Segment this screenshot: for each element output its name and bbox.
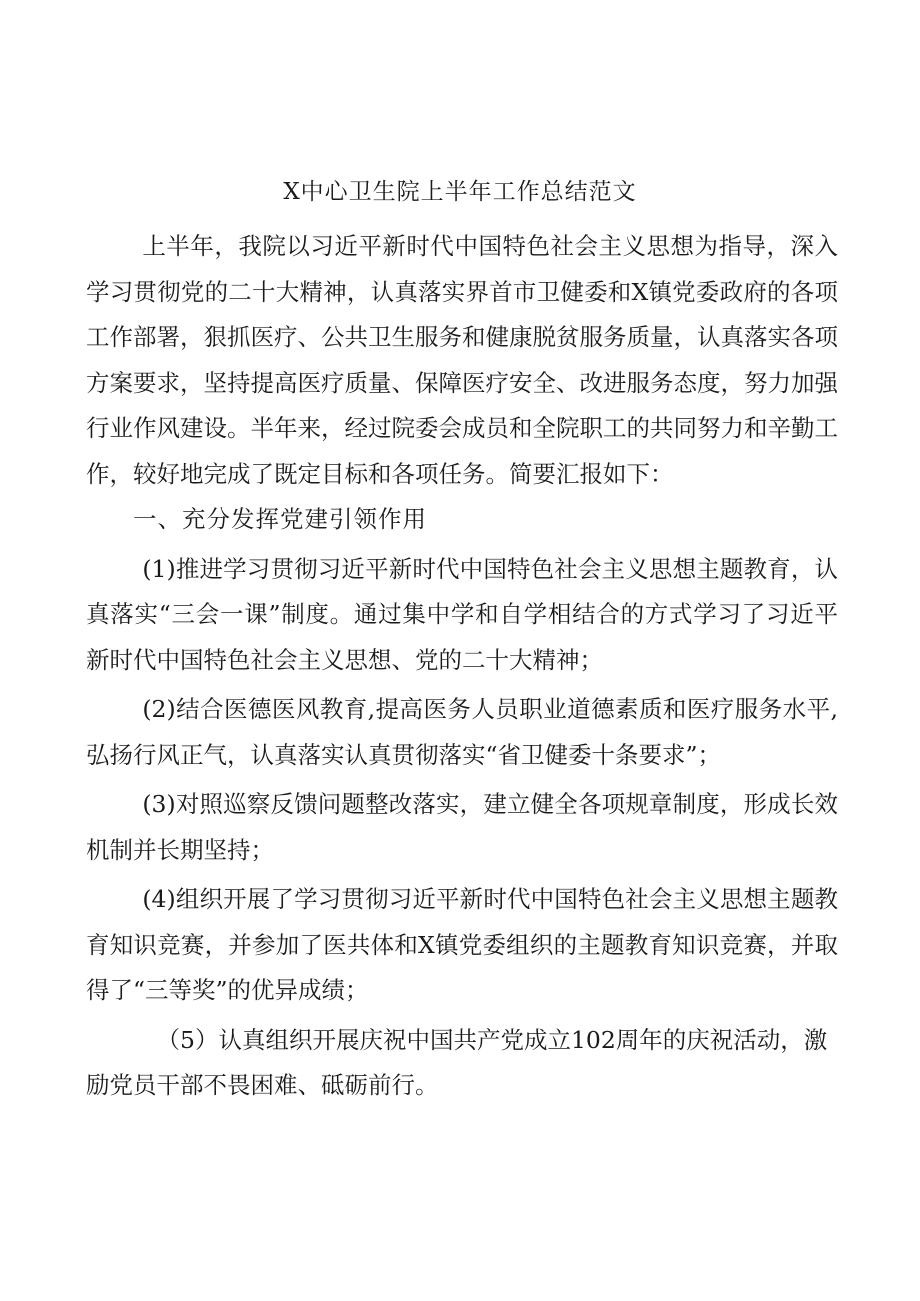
section-heading-1: 一、充分发挥党建引领作用 [133, 505, 427, 533]
list-item-4: (4)组织开展了学习贯彻习近平新时代中国特色社会主义思想主题教育知识竞赛，并参加了医共体和X镇党委组织的主题教育知识竞赛，并取得了“三等奖”的优异成绩； [86, 885, 838, 1004]
document-title: X中心卫生院上半年工作总结范文 [283, 179, 637, 205]
list-item-3: (3)对照巡察反馈问题整改落实，建立健全各项规章制度，形成长效机制并长期坚持； [86, 790, 838, 864]
list-item-5: （5）认真组织开展庆祝中国共产党成立102周年的庆祝活动，激励党员干部不畏困难、砥砺前行。 [86, 1025, 828, 1099]
document-body [86, 224, 838, 1109]
intro-paragraph: 上半年，我院以习近平新时代中国特色社会主义思想为指导，深入学习贯彻党的二十大精神，认真落实界首市卫健委和X镇党委政府的各项工作部署，狠抓医疗、公共卫生服务和健康脱贫服务质量，认真落实各项方案要求，坚持提高医疗质量、保障医疗安全、改进服务态度，努力加强行业作风建设。半年来，经过院委会成员和全院职工的共同努力和辛勤工作，较好地完成了既定目标和各项任务。简要汇报如下： [86, 232, 838, 488]
list-item-2: (2)结合医德医风教育,提高医务人员职业道德素质和医疗服务水平,弘扬行风正气，认真落实认真贯彻落实“省卫健委十条要求”； [86, 695, 838, 769]
list-item-1: (1)推进学习贯彻习近平新时代中国特色社会主义思想主题教育，认真落实“三会一课”制度。通过集中学和自学相结合的方式学习了习近平新时代中国特色社会主义思想、党的二十大精神； [86, 554, 838, 674]
